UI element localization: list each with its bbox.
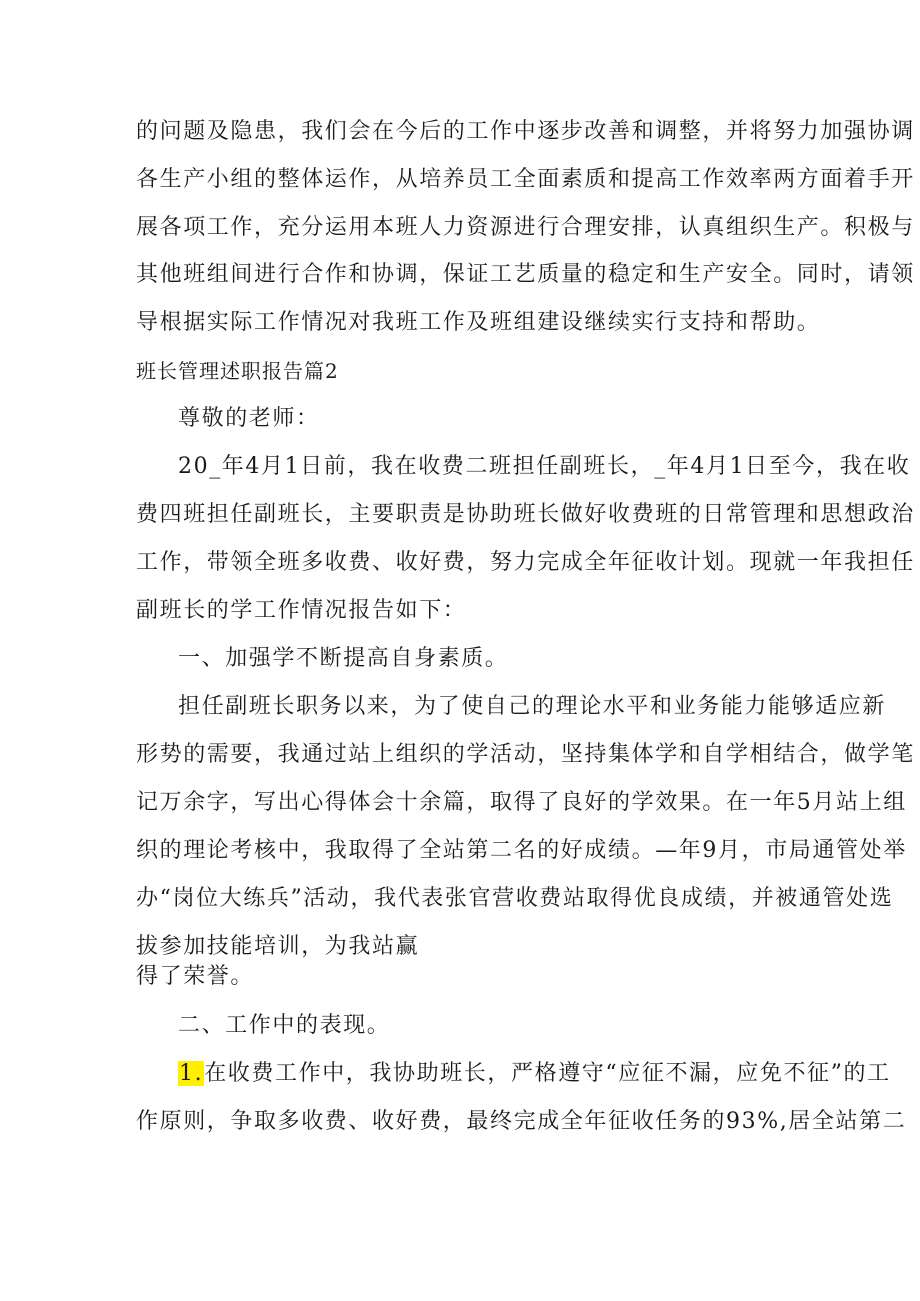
subheading-two: 二、工作中的表现。 — [178, 1013, 391, 1038]
paragraph-line: 形势的需要，我通过站上组织的学活动，坚持集体学和自学相结合，做学笔 — [136, 742, 915, 767]
list-item — [178, 1059, 891, 1089]
paragraph-line: 副班长的学工作情况报告如下： — [136, 598, 467, 623]
section-title: 班长管理述职报告篇2 — [136, 359, 339, 383]
subheading-one: 一、加强学不断提高自身素质。 — [178, 646, 509, 671]
paragraph-line: 费四班担任副班长，主要职责是协助班长做好收费班的日常管理和思想政治 — [136, 502, 915, 527]
paragraph-line: 作原则，争取多收费、收好费，最终完成全年征收任务的93%,居全站第二 — [136, 1109, 907, 1134]
paragraph-line: 织的理论考核中，我取得了全站第二名的好成绩。—年9月，市局通管处举 — [136, 838, 907, 863]
list-item-text: 在收费工作中，我协助班长，严格遵守“应征不漏，应免不征”的工 — [204, 1061, 891, 1086]
salutation: 尊敬的老师： — [178, 406, 320, 431]
paragraph-line: 其他班组间进行合作和协调，保证工艺质量的稳定和生产安全。同时，请领 — [136, 262, 915, 287]
list-marker-highlight: 1. — [179, 1061, 204, 1086]
paragraph-line: 记万余字，写出心得体会十余篇，取得了良好的学效果。在一年5月站上组 — [136, 790, 907, 815]
paragraph-line: 展各项工作，充分运用本班人力资源进行合理安排，认真组织生产。积极与 — [136, 215, 915, 240]
paragraph-line: 工作，带领全班多收费、收好费，努力完成全年征收计划。现就一年我担任 — [136, 550, 915, 575]
paragraph-line: 各生产小组的整体运作，从培养员工全面素质和提高工作效率两方面着手开 — [136, 167, 915, 192]
paragraph-line: 担任副班长职务以来，为了使自己的理论水平和业务能力能够适应新 — [178, 694, 887, 719]
paragraph-line: 20_年4月1日前，我在收费二班担任副班长，_年4月1日至今，我在收 — [178, 454, 911, 479]
paragraph-line: 拔参加技能培训，为我站赢 — [136, 934, 420, 959]
paragraph-line: 的问题及隐患，我们会在今后的工作中逐步改善和调整，并将努力加强协调 — [136, 119, 915, 144]
paragraph-line: 办“岗位大练兵”活动，我代表张官营收费站取得优良成绩，并被通管处选 — [136, 886, 894, 911]
paragraph-line: 得了荣誉。 — [136, 964, 255, 989]
paragraph-line: 导根据实际工作情况对我班工作及班组建设继续实行支持和帮助。 — [136, 310, 821, 335]
